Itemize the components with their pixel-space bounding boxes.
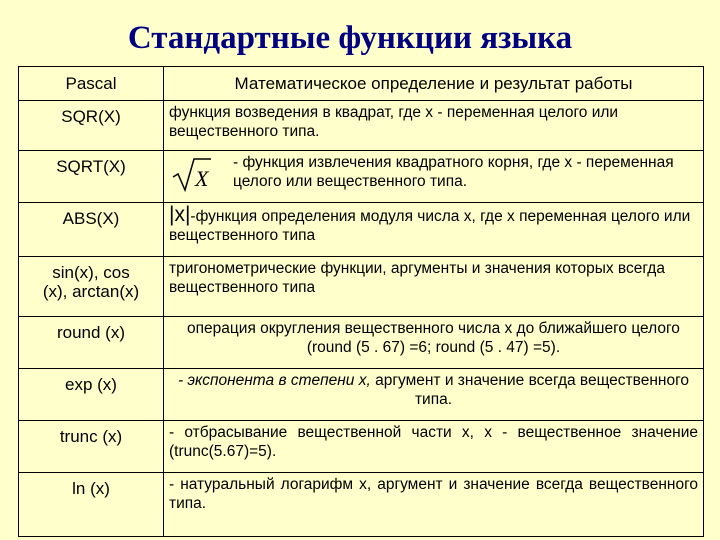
function-description: тригонометрические функции, аргументы и значения которых всегда вещественного типа — [164, 257, 704, 317]
function-description — [164, 151, 704, 203]
sqrt-description: - функция извлечения квадратного корня, где x - переменная целого или вещественного типа. — [233, 154, 674, 190]
function-name-line: sin(x), cos — [52, 263, 130, 282]
table-row — [19, 317, 704, 369]
header-pascal: Pascal — [19, 67, 164, 101]
function-description — [164, 369, 704, 421]
function-description: - отбрасывание вещественной части x, x - вещественное значение (trunc(5.67)=5). — [164, 421, 704, 473]
function-description: функция возведения в квадрат, где x - переменная целого или вещественного типа. — [164, 101, 704, 151]
table-row — [19, 369, 704, 421]
exp-description-rest: аргумент и значение всегда вещественного типа. — [370, 372, 690, 408]
function-description: операция округления вещественного числа x до ближайшего целого (round (5 . 67) =6; round (5 . 47) =5). — [164, 317, 704, 369]
function-name: SQR(X) — [19, 101, 164, 151]
slide-title: Стандартные функции языка — [127, 20, 573, 56]
square-root-icon — [169, 153, 233, 193]
table-row — [19, 473, 704, 537]
function-name — [19, 257, 164, 317]
function-name: exp (x) — [19, 369, 164, 421]
function-name: ln (x) — [19, 473, 164, 537]
function-name-line: (x), arctan(x) — [42, 282, 140, 301]
abs-description: -функция определения модуля числа x, где x переменная целого или вещественного типа — [169, 208, 691, 244]
table-row — [19, 421, 704, 473]
table-row — [19, 101, 704, 151]
table-row — [19, 257, 704, 317]
functions-table — [18, 66, 704, 537]
function-description — [164, 203, 704, 257]
header-definition: Математическое определение и результат работы — [164, 67, 704, 101]
function-name: round (x) — [19, 317, 164, 369]
table-row — [19, 203, 704, 257]
function-name: trunc (x) — [19, 421, 164, 473]
table-header-row — [19, 67, 704, 101]
function-name: ABS(X) — [19, 203, 164, 257]
absolute-value-symbol: |x| — [169, 203, 191, 226]
table-row — [19, 151, 704, 203]
exp-description-italic: - экспонента в степени x, — [177, 372, 371, 389]
square-root-argument: X — [195, 166, 209, 191]
function-description: - натуральный логарифм x, аргумент и значение всегда вещественного типа. — [164, 473, 704, 537]
function-name: SQRT(X) — [19, 151, 164, 203]
